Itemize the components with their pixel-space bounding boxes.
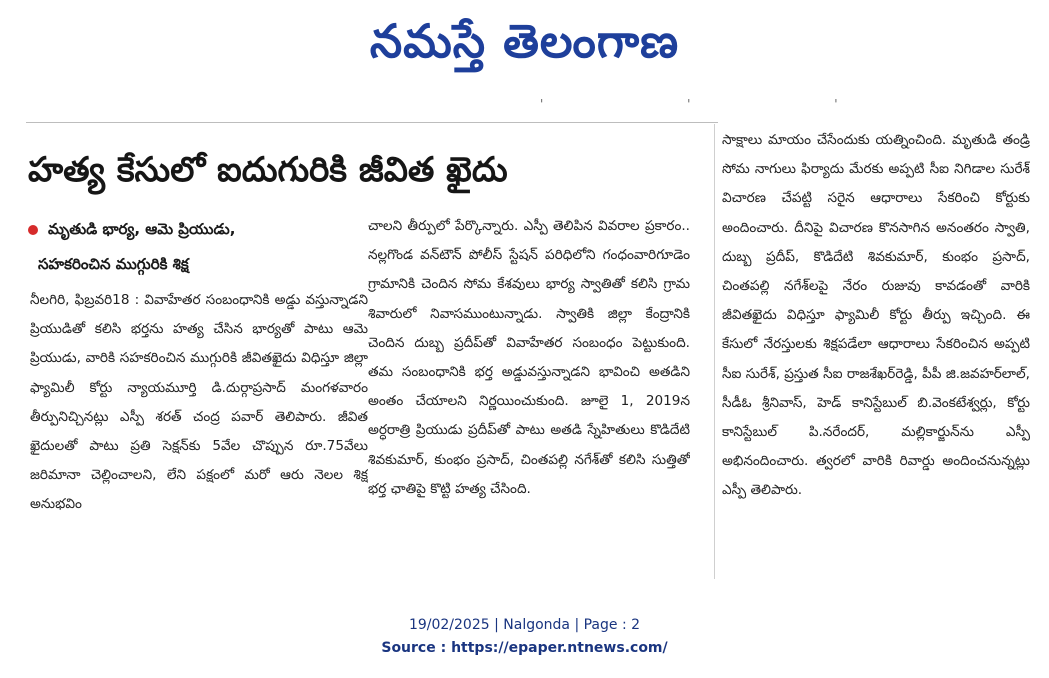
red-bullet-icon	[28, 225, 38, 235]
article-subhead	[28, 212, 348, 282]
column-1-text: నీలగిరి, ఫిబ్రవరి18 : వివాహేతర సంబంధానికి అడ్డు వస్తున్నాడని ప్రియుడితో కలిసి భర్తను హత్య చేసిన భార్యతో పాటు ఆమె ప్రియుడు, వారికి సహకరించిన ముగ్గురికి జీవితఖైదు విధిస్తూ జిల్లా ఫ్యామిలీ కోర్టు న్యాయమూర్తి డి.దుర్గాప్రసాద్ మంగళవారం తీర్పునిచ్చినట్లు ఎస్పీ శరత్ చంద్ర పవార్ తెలిపారు. జీవిత ఖైదులతో పాటు ప్రతి సెక్షన్‌కు 5వేల చొప్పున రూ.75వేలు జరిమానా చెల్లించాలని, లేని పక్షంలో మరో ఆరు నెలల శిక్ష అనుభవిం	[30, 292, 368, 513]
article-column-2	[368, 212, 690, 582]
column-3-text: సాక్షాలు మాయం చేసేందుకు యత్నించింది. మృతుడి తండ్రి సోమ నాగులు ఫిర్యాదు మేరకు అప్పటి సీఐ నిగిడాల సురేశ్ విచారణ చేపట్టి సరైన ఆధారాలు సేకరించి కోర్టుకు అందించారు. దీనిపై విచారణ కొనసాగిన అనంతరం స్వాతి, దుబ్బ ప్రదీప్, కొడిదేటి శివకుమార్, కుంభం ప్రసాద్, చింతపల్లి నగేశ్‌లపై నేరం రుజువు కావడంతో వారికి జీవితఖైదు విధిస్తూ ఫ్యామిలీ కోర్టు తీర్పు ఇచ్చింది. ఈ కేసులో నేరస్తులకు శిక్షపడేలా ఆధారాలు సేకరించిన అప్పటి సీఐ సురేశ్, ప్రస్తుత సీఐ రాజశేఖర్‌రెడ్డి, పీపీ జి.జవహర్‌లాల్, సీడీఓ శ్రీనివాస్, హెడ్ కానిస్టేబుల్ బి.వెంకటేశ్వర్లు, కోర్టు కానిస్టేబుల్ పి.నరేందర్, మల్లికార్జున్‌ను ఎస్పీ అభినందించారు. త్వరలో వారికి రివార్డు అందించనున్నట్లు ఎస్పీ తెలిపారు.	[722, 132, 1030, 499]
subhead-line-2: సహకరించిన ముగ్గురికి శిక్ష	[38, 255, 189, 273]
article-column-3	[722, 126, 1030, 586]
article-headline: హత్య కేసులో ఐదుగురికి జీవిత ఖైదు	[28, 150, 508, 190]
article-top-border	[26, 122, 718, 123]
column-2-text: చాలని తీర్పులో పేర్కొన్నారు. ఎస్పీ తెలిపిన వివరాల ప్రకారం.. నల్లగొండ వన్‌టౌన్ పోలీస్ స్టేషన్ పరిధిలోని గంధంవారిగూడెం గ్రామానికి చెందిన సోమ కేశవులు భార్య స్వాతితో కలిసి గ్రామ శివారులో నివాసముంటున్నాడు. స్వాతికి జిల్లా కేంద్రానికి చెందిన దుబ్బ ప్రదీప్‌తో వివాహేతర సంబంధం పెట్టుకుంది. తమ సంబంధానికి భర్త అడ్డువస్తున్నాడని భావించి అతడిని అంతం చేయాలని నిర్ణయించుకుంది. జూలై 1, 2019న అర్ధరాత్రి ప్రియుడు ప్రదీప్‌తో పాటు అతడి స్నేహితులు కొడిదేటి శివకుమార్, కుంభం ప్రసాద్, చింతపల్లి నగేశ్‌తో కలిసి సుత్తితో భర్త ఛాతిపై కొట్టి హత్య చేసింది.	[368, 218, 690, 497]
masthead-ornament: ' ' '	[540, 97, 908, 111]
subhead-line-1: మృతుడి భార్య, ఆమె ప్రియుడు,	[48, 220, 236, 238]
footer-source: Source : https://epaper.ntnews.com/	[381, 640, 668, 656]
column-divider-right	[714, 124, 715, 579]
article-column-1	[30, 286, 368, 586]
footer-date-edition: 19/02/2025 | Nalgonda | Page : 2	[408, 617, 641, 633]
newspaper-masthead: నమస్తే తెలంగాణ	[369, 14, 680, 68]
